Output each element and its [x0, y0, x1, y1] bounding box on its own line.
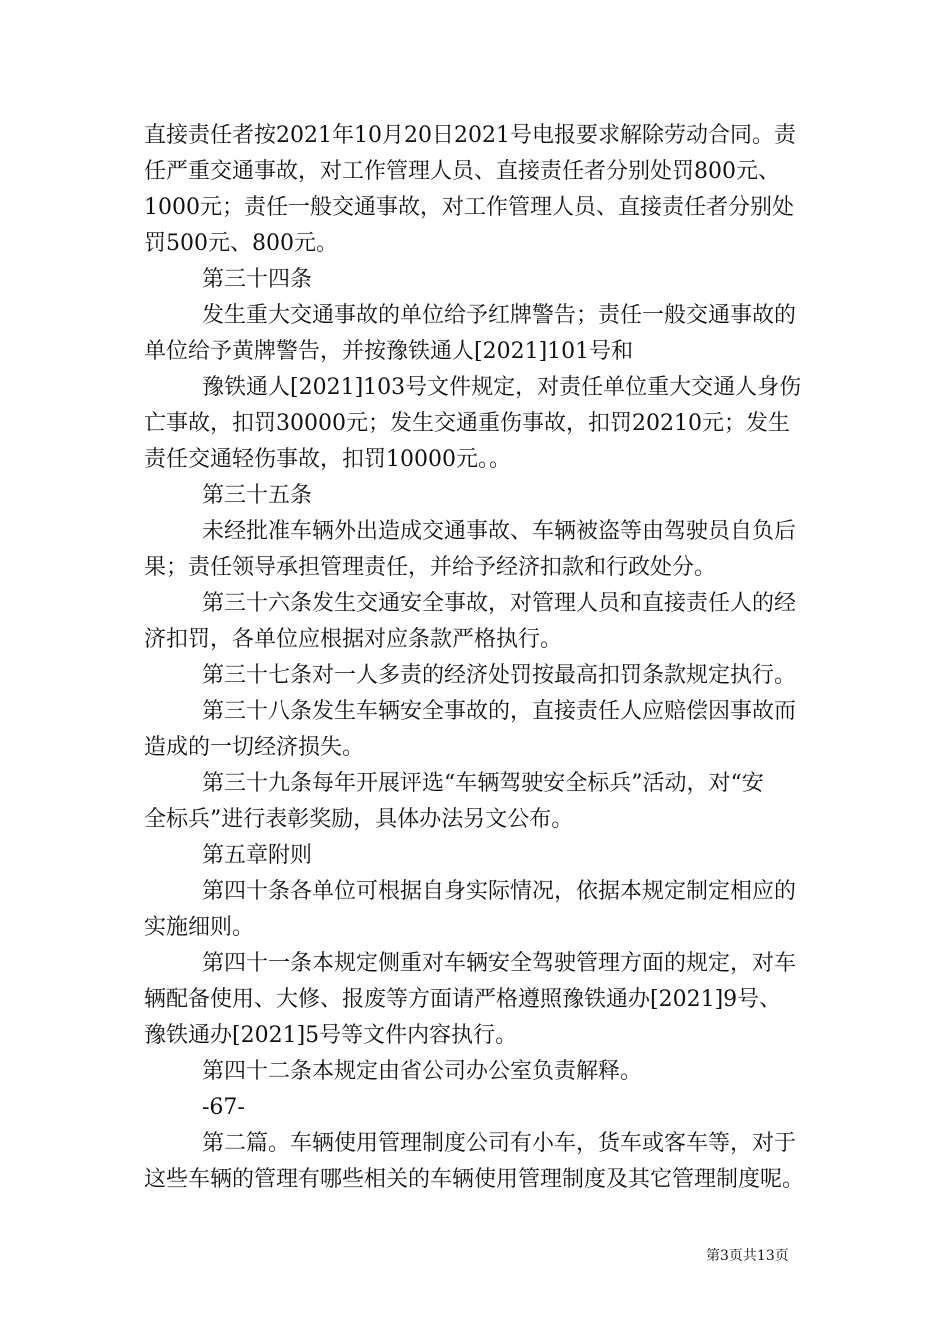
text-line: 罚500元、800元。 — [144, 231, 338, 256]
inline-page-number: -67- — [202, 1095, 245, 1120]
text-line: 辆配备使用、大修、报废等方面请严格遵照豫铁通办[2021]9号、 — [144, 987, 782, 1012]
text-line: 豫铁通办[2021]5号等文件内容执行。 — [144, 1023, 518, 1048]
text-line: 果；责任领导承担管理责任，并给予经济扣款和行政处分。 — [144, 555, 717, 580]
text-line: 实施细则。 — [144, 915, 255, 940]
text-line: 直接责任者按2021年10月20日2021号电报要求解除劳动合同。责 — [144, 123, 796, 148]
text-line: 第四十一条本规定侧重对车辆安全驾驶管理方面的规定，对车 — [202, 951, 797, 976]
text-line: 造成的一切经济损失。 — [144, 735, 365, 760]
text-line: 第二篇。车辆使用管理制度公司有小车，货车或客车等，对于 — [202, 1131, 797, 1156]
page-footer: 第3页共13页 — [706, 1248, 789, 1264]
text-line: 第四十二条本规定由省公司办公室负责解释。 — [202, 1059, 643, 1084]
text-line: 第三十八条发生车辆安全事故的，直接责任人应赔偿因事故而 — [202, 699, 797, 724]
text-line: 1000元；责任一般交通事故，对工作管理人员、直接责任者分别处 — [144, 195, 794, 220]
text-line: 第四十条各单位可根据自身实际情况，依据本规定制定相应的 — [202, 879, 797, 904]
text-line: 这些车辆的管理有哪些相关的车辆使用管理制度及其它管理制度呢。 — [144, 1167, 805, 1192]
text-line: 豫铁通人[2021]103号文件规定，对责任单位重大交通人身伤 — [202, 375, 802, 400]
text-line: 第三十七条对一人多责的经济处罚按最高扣罚条款规定执行。 — [202, 663, 797, 688]
section-heading: 第三十五条 — [202, 483, 313, 508]
text-line: 第三十九条每年开展评选“车辆驾驶安全标兵”活动，对“安 — [202, 771, 764, 796]
text-line: 济扣罚，各单位应根据对应条款严格执行。 — [144, 627, 563, 652]
text-line: 任严重交通事故，对工作管理人员、直接责任者分别处罚800元、 — [144, 159, 780, 184]
text-line: 单位给予黄牌警告，并按豫铁通人[2021]101号和 — [144, 339, 634, 364]
text-line: 第三十六条发生交通安全事故，对管理人员和直接责任人的经 — [202, 591, 797, 616]
text-line: 全标兵”进行表彰奖励，具体办法另文公布。 — [144, 807, 574, 832]
chapter-heading: 第五章附则 — [202, 843, 313, 868]
text-line: 责任交通轻伤事故，扣罚10000元。。 — [144, 447, 511, 472]
text-line: 未经批准车辆外出造成交通事故、车辆被盗等由驾驶员自负后 — [202, 519, 797, 544]
text-line: 亡事故，扣罚30000元；发生交通重伤事故，扣罚20210元；发生 — [144, 411, 790, 436]
text-line: 发生重大交通事故的单位给予红牌警告；责任一般交通事故的 — [202, 303, 797, 328]
section-heading: 第三十四条 — [202, 267, 313, 292]
